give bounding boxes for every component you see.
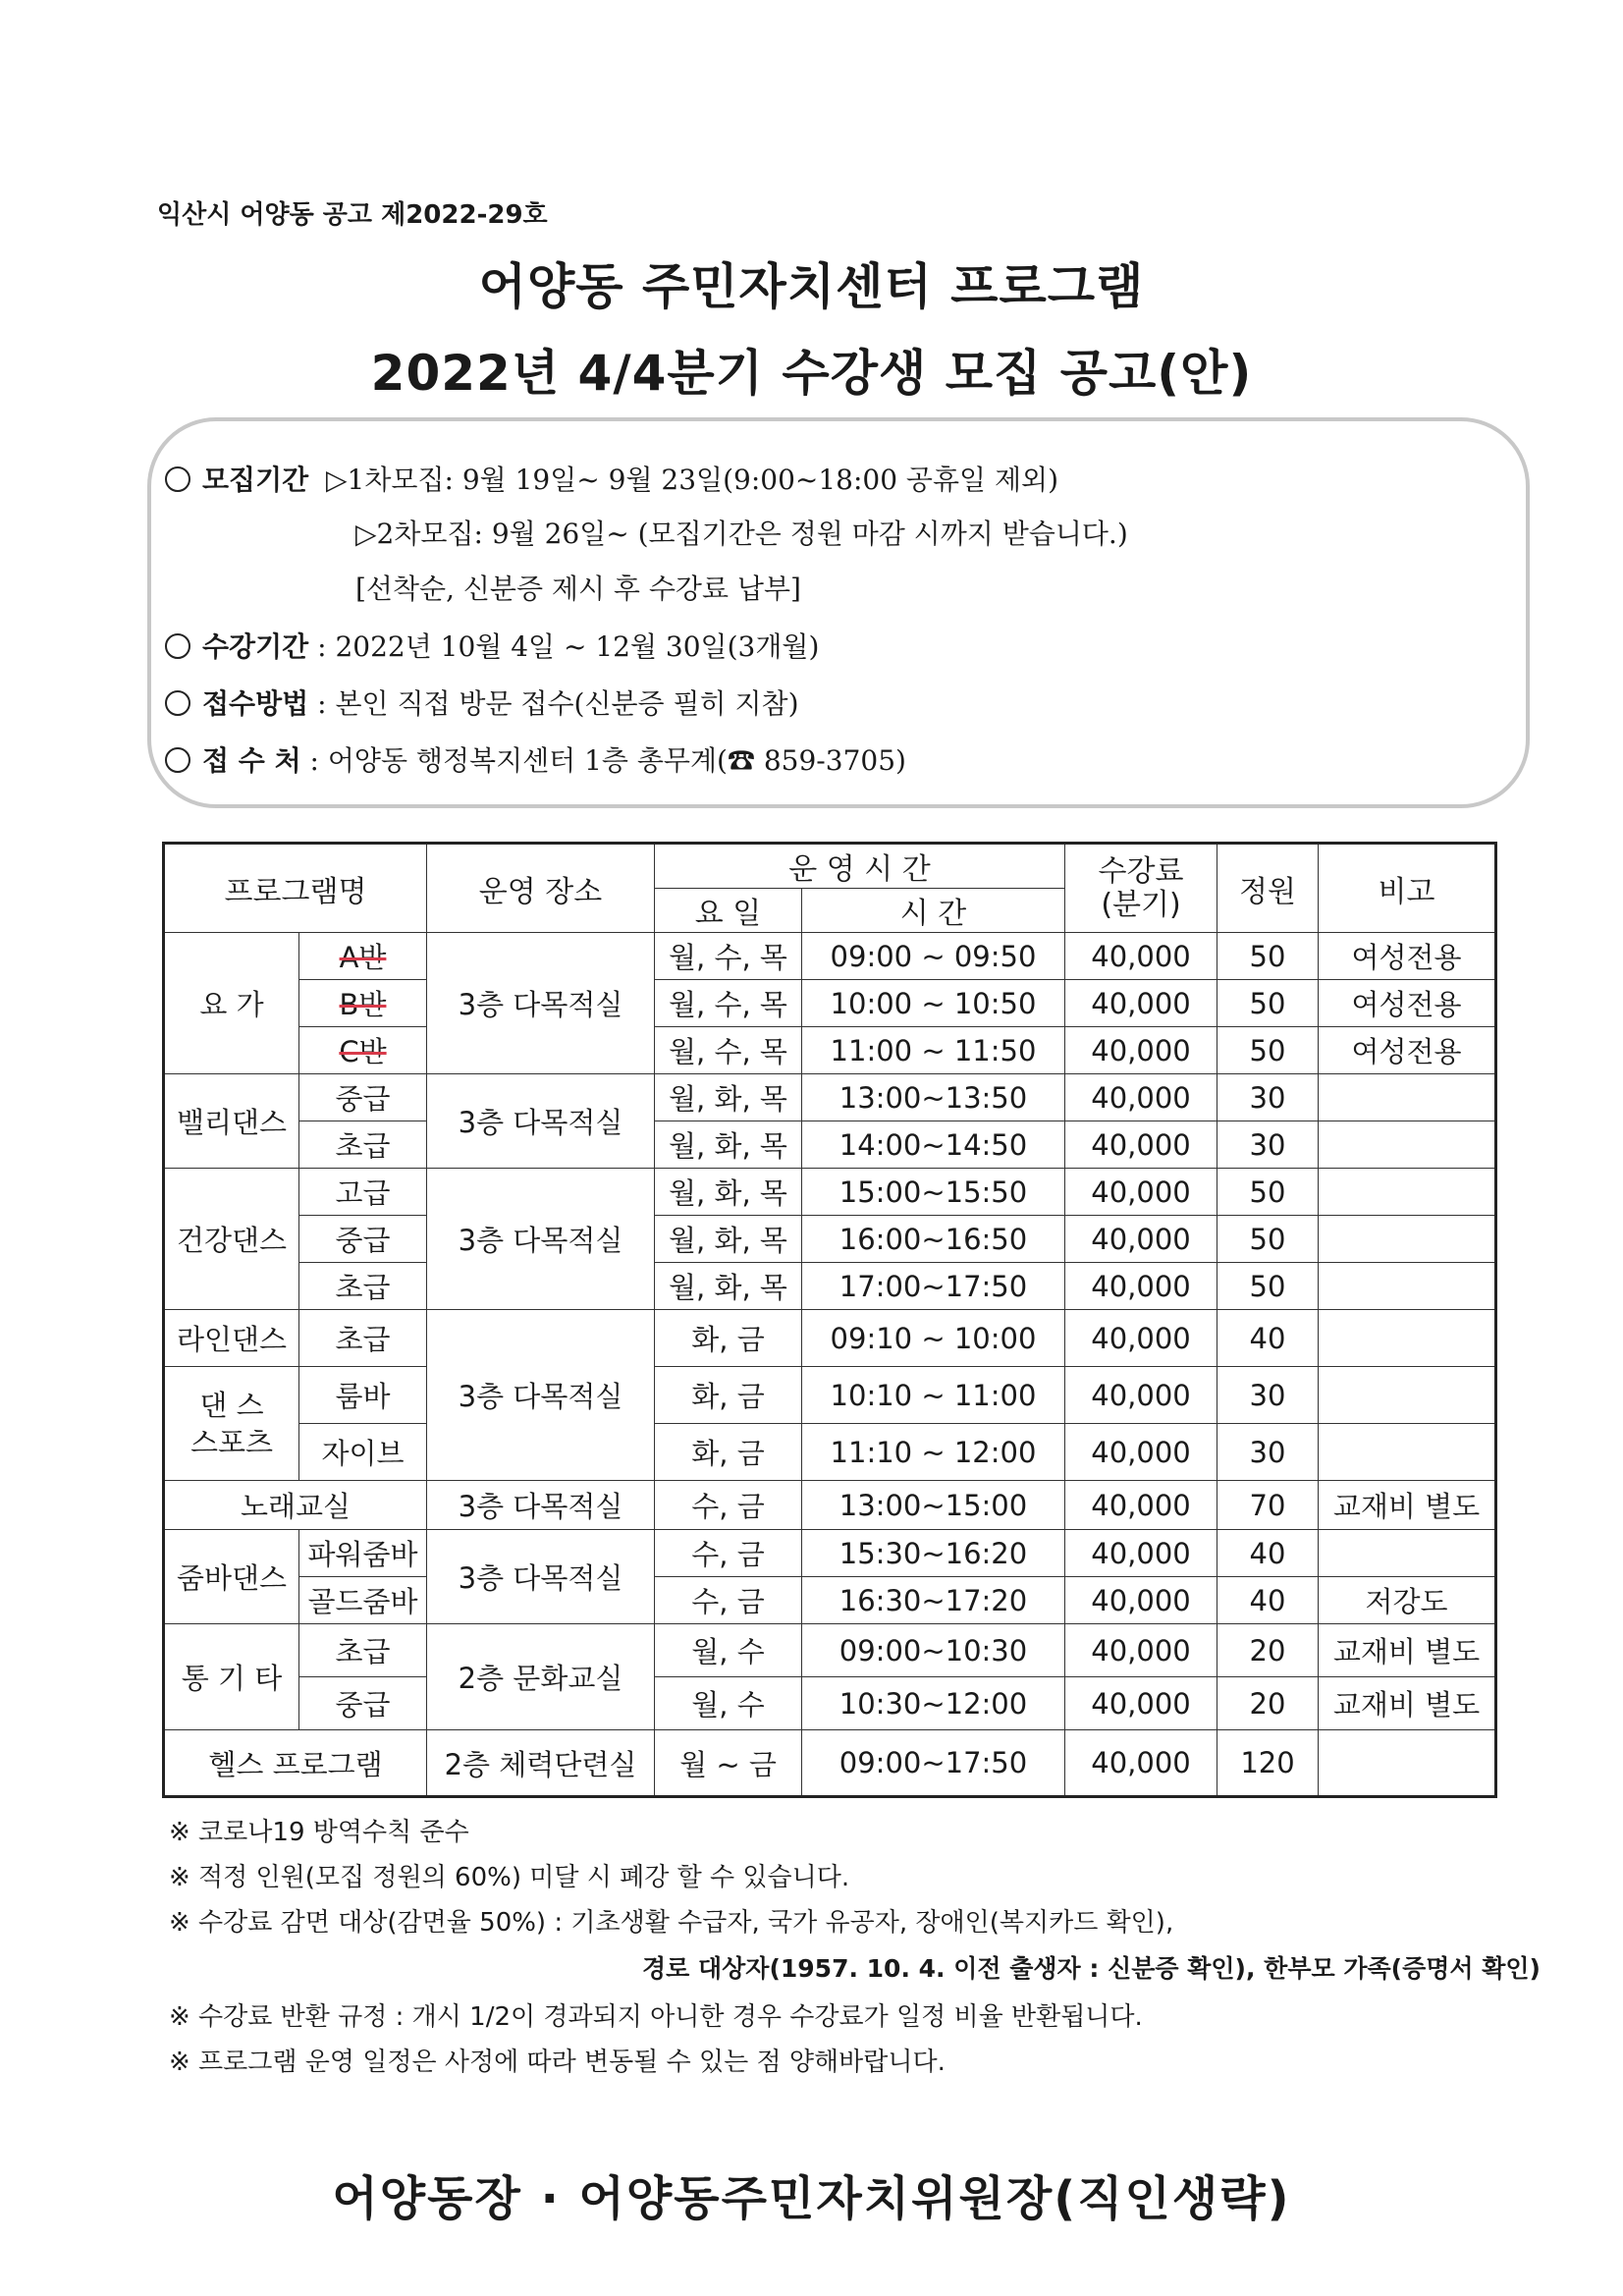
schedule-table — [162, 842, 1497, 1798]
remark-cell — [1319, 1367, 1496, 1424]
course-label: 수강기간 — [202, 630, 309, 663]
program-line-dance: 라인댄스 — [164, 1310, 299, 1367]
location-cell: 2층 체력단련실 — [427, 1730, 655, 1797]
circle-icon — [165, 633, 190, 659]
circle-icon — [165, 466, 190, 492]
day-cell: 화, 금 — [655, 1310, 802, 1367]
table-row — [164, 1367, 1496, 1424]
remark-cell: 교재비 별도 — [1319, 1624, 1496, 1677]
table-row — [164, 1730, 1496, 1797]
remark-cell — [1319, 1121, 1496, 1169]
class-cell: 초급 — [299, 1624, 427, 1677]
capacity-cell: 50 — [1217, 1169, 1319, 1216]
fee-cell: 40,000 — [1065, 1263, 1217, 1310]
note-1: ※ 코로나19 방역수칙 준수 — [169, 1818, 469, 1847]
circle-icon — [165, 690, 190, 716]
day-cell: 수, 금 — [655, 1530, 802, 1577]
capacity-cell: 50 — [1217, 933, 1319, 980]
time-cell: 09:00~10:30 — [802, 1624, 1065, 1677]
class-cell: 중급 — [299, 1216, 427, 1263]
capacity-cell: 50 — [1217, 1263, 1319, 1310]
day-cell: 월 ~ 금 — [655, 1730, 802, 1797]
time-cell: 09:10 ~ 10:00 — [802, 1310, 1065, 1367]
day-cell: 화, 금 — [655, 1424, 802, 1481]
time-cell: 11:00 ~ 11:50 — [802, 1027, 1065, 1074]
header-time: 시 간 — [802, 889, 1065, 933]
circle-icon — [165, 747, 190, 773]
capacity-cell: 30 — [1217, 1424, 1319, 1481]
notice-number: 익산시 어양동 공고 제2022-29호 — [157, 200, 548, 230]
remark-cell: 교재비 별도 — [1319, 1677, 1496, 1730]
capacity-cell: 40 — [1217, 1310, 1319, 1367]
header-time-group: 운 영 시 간 — [655, 844, 1065, 889]
remark-cell: 여성전용 — [1319, 933, 1496, 980]
capacity-cell: 20 — [1217, 1624, 1319, 1677]
table-row — [164, 1310, 1496, 1367]
class-cell: 룸바 — [299, 1367, 427, 1424]
time-cell: 16:00~16:50 — [802, 1216, 1065, 1263]
info-place — [165, 739, 906, 779]
fee-cell: 40,000 — [1065, 1074, 1217, 1121]
time-cell: 10:00 ~ 10:50 — [802, 980, 1065, 1027]
day-cell: 월, 화, 목 — [655, 1121, 802, 1169]
table-row — [164, 1169, 1496, 1216]
class-cell: B반 — [299, 980, 427, 1027]
remark-cell — [1319, 1310, 1496, 1367]
place-label: 접 수 처 — [202, 744, 301, 777]
location-cell: 3층 다목적실 — [427, 1310, 655, 1481]
fee-cell: 40,000 — [1065, 1530, 1217, 1577]
table-row — [164, 1624, 1496, 1677]
capacity-cell: 120 — [1217, 1730, 1319, 1797]
capacity-cell: 20 — [1217, 1677, 1319, 1730]
class-cell: 초급 — [299, 1121, 427, 1169]
capacity-cell: 40 — [1217, 1577, 1319, 1624]
fee-cell: 40,000 — [1065, 1424, 1217, 1481]
class-cell: 고급 — [299, 1169, 427, 1216]
page-title: 어양동 주민자치센터 프로그램 — [478, 258, 1145, 315]
day-cell: 월, 수, 목 — [655, 980, 802, 1027]
fee-cell: 40,000 — [1065, 1310, 1217, 1367]
class-cell: 파워줌바 — [299, 1530, 427, 1577]
capacity-cell: 40 — [1217, 1530, 1319, 1577]
table-row — [164, 1074, 1496, 1121]
page-subtitle: 2022년 4/4분기 수강생 모집 공고(안) — [370, 345, 1253, 402]
remark-cell: 교재비 별도 — [1319, 1481, 1496, 1530]
program-health-dance: 건강댄스 — [164, 1169, 299, 1310]
day-cell: 월, 화, 목 — [655, 1074, 802, 1121]
remark-cell — [1319, 1263, 1496, 1310]
program-dance-sport-line2: 스포츠 — [189, 1425, 274, 1459]
info-method — [165, 683, 799, 722]
time-cell: 09:00~17:50 — [802, 1730, 1065, 1797]
class-cell: 초급 — [299, 1263, 427, 1310]
location-cell: 3층 다목적실 — [427, 933, 655, 1074]
remark-cell — [1319, 1730, 1496, 1797]
table-row — [164, 1481, 1496, 1530]
capacity-cell: 50 — [1217, 1216, 1319, 1263]
program-belly: 밸리댄스 — [164, 1074, 299, 1169]
remark-cell — [1319, 1530, 1496, 1577]
fee-cell: 40,000 — [1065, 1027, 1217, 1074]
program-dance-sport-line1: 댄 스 — [199, 1388, 264, 1422]
table-row — [164, 1530, 1496, 1577]
fee-cell: 40,000 — [1065, 1577, 1217, 1624]
fee-cell: 40,000 — [1065, 1216, 1217, 1263]
time-cell: 15:30~16:20 — [802, 1530, 1065, 1577]
time-cell: 13:00~13:50 — [802, 1074, 1065, 1121]
capacity-cell: 50 — [1217, 1027, 1319, 1074]
fee-cell: 40,000 — [1065, 1121, 1217, 1169]
method-label: 접수방법 — [202, 687, 309, 720]
header-day: 요 일 — [655, 889, 802, 933]
fee-cell: 40,000 — [1065, 933, 1217, 980]
header-fee-line1: 수강료 — [1098, 853, 1184, 889]
class-cell: A반 — [299, 933, 427, 980]
time-cell: 16:30~17:20 — [802, 1577, 1065, 1624]
recruit-note: [선착순, 신분증 제시 후 수강료 납부] — [355, 573, 801, 605]
location-cell: 3층 다목적실 — [427, 1169, 655, 1310]
location-cell: 3층 다목적실 — [427, 1074, 655, 1169]
note-4: ※ 수강료 반환 규정 : 개시 1/2이 경과되지 아니한 경우 수강료가 일정 비율 반환됩니다. — [169, 2002, 1143, 2032]
time-cell: 14:00~14:50 — [802, 1121, 1065, 1169]
class-cell: 중급 — [299, 1677, 427, 1730]
day-cell: 월, 화, 목 — [655, 1263, 802, 1310]
location-cell: 3층 다목적실 — [427, 1530, 655, 1624]
signature: 어양동장 · 어양동주민자치위원장(직인생략) — [332, 2171, 1291, 2226]
time-cell: 15:00~15:50 — [802, 1169, 1065, 1216]
day-cell: 월, 수 — [655, 1624, 802, 1677]
time-cell: 11:10 ~ 12:00 — [802, 1424, 1065, 1481]
day-cell: 수, 금 — [655, 1481, 802, 1530]
fee-cell: 40,000 — [1065, 1367, 1217, 1424]
recruit-label: 모집기간 — [202, 464, 309, 496]
table-row — [164, 933, 1496, 980]
header-fee — [1065, 844, 1217, 933]
remark-cell — [1319, 1424, 1496, 1481]
header-location: 운영 장소 — [427, 844, 655, 933]
remark-cell — [1319, 1216, 1496, 1263]
note-5: ※ 프로그램 운영 일정은 사정에 따라 변동될 수 있는 점 양해바랍니다. — [169, 2048, 946, 2077]
note-3-continued: 경로 대상자(1957. 10. 4. 이전 출생자 : 신분증 확인), 한부모 가족(증명서 확인) — [642, 1954, 1541, 1983]
course-value: : 2022년 10월 4일 ~ 12월 30일(3개월) — [317, 630, 820, 663]
remark-cell — [1319, 1169, 1496, 1216]
class-cell: 중급 — [299, 1074, 427, 1121]
fee-cell: 40,000 — [1065, 1677, 1217, 1730]
capacity-cell: 30 — [1217, 1367, 1319, 1424]
place-value: : 어양동 행정복지센터 1층 총무계(☎ 859-3705) — [309, 744, 906, 777]
day-cell: 월, 수, 목 — [655, 933, 802, 980]
fee-cell: 40,000 — [1065, 1481, 1217, 1530]
table-row — [164, 1424, 1496, 1481]
note-2: ※ 적정 인원(모집 정원의 60%) 미달 시 폐강 할 수 있습니다. — [169, 1863, 850, 1892]
table-row — [164, 1263, 1496, 1310]
header-capacity: 정원 — [1217, 844, 1319, 933]
capacity-cell: 70 — [1217, 1481, 1319, 1530]
day-cell: 월, 화, 목 — [655, 1169, 802, 1216]
fee-cell: 40,000 — [1065, 1624, 1217, 1677]
day-cell: 월, 화, 목 — [655, 1216, 802, 1263]
fee-cell: 40,000 — [1065, 1730, 1217, 1797]
info-course — [165, 626, 819, 665]
recruit-2: ▷2차모집: 9월 26일~ (모집기간은 정원 마감 시까지 받습니다.) — [355, 518, 1128, 550]
day-cell: 수, 금 — [655, 1577, 802, 1624]
time-cell: 10:30~12:00 — [802, 1677, 1065, 1730]
program-guitar: 통 기 타 — [164, 1624, 299, 1730]
day-cell: 월, 수 — [655, 1677, 802, 1730]
time-cell: 09:00 ~ 09:50 — [802, 933, 1065, 980]
remark-cell: 여성전용 — [1319, 1027, 1496, 1074]
header-program: 프로그램명 — [164, 844, 427, 933]
time-cell: 17:00~17:50 — [802, 1263, 1065, 1310]
fee-cell: 40,000 — [1065, 1169, 1217, 1216]
table-row — [164, 1577, 1496, 1624]
program-singing: 노래교실 — [164, 1481, 427, 1530]
capacity-cell: 50 — [1217, 980, 1319, 1027]
table-row — [164, 1677, 1496, 1730]
program-yoga: 요 가 — [164, 933, 299, 1074]
info-recruit — [165, 459, 1058, 498]
table-row — [164, 1216, 1496, 1263]
program-dance-sport — [164, 1367, 299, 1481]
method-value: : 본인 직접 방문 접수(신분증 필히 지참) — [317, 687, 799, 720]
class-cell: 자이브 — [299, 1424, 427, 1481]
table-row — [164, 980, 1496, 1027]
header-fee-line2: (분기) — [1101, 887, 1181, 922]
class-cell: C반 — [299, 1027, 427, 1074]
day-cell: 월, 수, 목 — [655, 1027, 802, 1074]
day-cell: 화, 금 — [655, 1367, 802, 1424]
note-3: ※ 수강료 감면 대상(감면율 50%) : 기초생활 수급자, 국가 유공자, 장애인(복지카드 확인), — [169, 1908, 1174, 1938]
program-fitness: 헬스 프로그램 — [164, 1730, 427, 1797]
header-remark: 비고 — [1319, 844, 1496, 933]
recruit-1: ▷1차모집: 9월 19일~ 9월 23일(9:00~18:00 공휴일 제외) — [326, 464, 1059, 496]
remark-cell: 여성전용 — [1319, 980, 1496, 1027]
fee-cell: 40,000 — [1065, 980, 1217, 1027]
remark-cell: 저강도 — [1319, 1577, 1496, 1624]
class-cell: 골드줌바 — [299, 1577, 427, 1624]
remark-cell — [1319, 1074, 1496, 1121]
location-cell: 3층 다목적실 — [427, 1481, 655, 1530]
program-zumba: 줌바댄스 — [164, 1530, 299, 1624]
capacity-cell: 30 — [1217, 1074, 1319, 1121]
capacity-cell: 30 — [1217, 1121, 1319, 1169]
table-row — [164, 1027, 1496, 1074]
time-cell: 10:10 ~ 11:00 — [802, 1367, 1065, 1424]
class-cell: 초급 — [299, 1310, 427, 1367]
table-row — [164, 1121, 1496, 1169]
time-cell: 13:00~15:00 — [802, 1481, 1065, 1530]
location-cell: 2층 문화교실 — [427, 1624, 655, 1730]
